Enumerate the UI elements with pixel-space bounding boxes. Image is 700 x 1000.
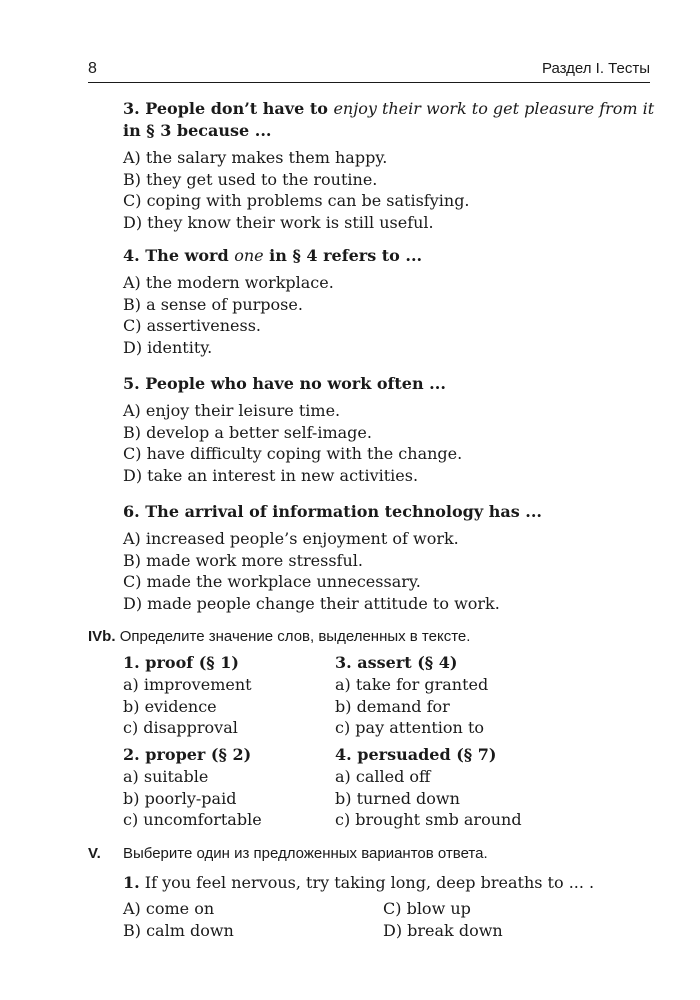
- options-row: [123, 898, 663, 920]
- option-b: B) develop a better self-image.: [123, 422, 372, 442]
- option-b: B) a sense of purpose.: [123, 294, 303, 314]
- option-a: A) the salary makes them happy.: [123, 148, 388, 167]
- vocab-option-b: b) poorly-paid: [123, 788, 237, 808]
- option-a: A) come on: [123, 899, 215, 918]
- vocab-head: 3. assert (§ 4): [335, 653, 458, 672]
- option-c: C) made the workplace unnecessary.: [123, 572, 421, 591]
- section-v-options: [123, 898, 663, 942]
- option-d: D) they know their work is still useful.: [123, 212, 434, 232]
- question-title: 4. The word one in § 4 refers to ...: [123, 246, 423, 265]
- question-6: [123, 501, 663, 614]
- question-title: 5. People who have no work often ...: [123, 374, 446, 393]
- vocab-option-b: b) demand for: [335, 696, 450, 716]
- question-text: 1. If you feel nervous, try taking long, deep breaths to ... .: [123, 873, 595, 892]
- vocab-head: 2. proper (§ 2): [123, 745, 252, 764]
- section-ivb-heading: [88, 628, 470, 645]
- option-b: B) they get used to the routine.: [123, 169, 378, 189]
- option-c: C) assertiveness.: [123, 316, 261, 335]
- vocab-head: 4. persuaded (§ 7): [335, 745, 497, 764]
- option-d: D) identity.: [123, 337, 213, 357]
- vocab-item-4: [335, 744, 522, 831]
- header-rule: [88, 82, 650, 83]
- section-title: Раздел I. Тесты: [541, 60, 650, 77]
- question-title: 6. The arrival of information technology has ...: [123, 502, 542, 521]
- vocab-option-a: a) called off: [335, 767, 431, 786]
- question-title: 3. People don’t have to enjoy their work to get pleasure from it in § 3 because ...: [123, 99, 655, 140]
- section-v-instruction: Выберите один из предложенных вариантов ответа.: [123, 845, 488, 862]
- section-ivb-label: IVb.: [88, 628, 116, 645]
- option-a: A) enjoy their leisure time.: [123, 401, 341, 420]
- page-header: [88, 60, 650, 84]
- vocab-option-a: a) improvement: [123, 675, 252, 694]
- vocab-option-c: c) disapproval: [123, 718, 238, 737]
- option-d: D) made people change their attitude to work.: [123, 593, 500, 613]
- vocab-option-a: a) suitable: [123, 767, 209, 786]
- vocab-head: 1. proof (§ 1): [123, 653, 239, 672]
- section-ivb-instruction: Определите значение слов, выделенных в тексте.: [119, 628, 471, 645]
- question-4: [123, 245, 663, 358]
- vocab-option-b: b) turned down: [335, 788, 460, 808]
- option-c: C) coping with problems can be satisfying.: [123, 191, 470, 210]
- option-a: A) the modern workplace.: [123, 273, 334, 292]
- option-b: B) calm down: [123, 921, 234, 940]
- vocab-item-3: [335, 652, 488, 739]
- vocab-item-1: [123, 652, 252, 739]
- option-a: A) increased people’s enjoyment of work.: [123, 529, 459, 548]
- vocab-item-2: [123, 744, 262, 831]
- option-c: C) blow up: [383, 899, 471, 918]
- question-3: [123, 98, 663, 233]
- vocab-option-a: a) take for granted: [335, 675, 489, 694]
- page-number: 8: [88, 60, 97, 77]
- vocab-option-c: c) uncomfortable: [123, 810, 262, 829]
- section-v-label: V.: [88, 845, 101, 862]
- option-b: B) made work more stressful.: [123, 550, 363, 570]
- section-v-question-1: [123, 872, 663, 894]
- option-c: C) have difficulty coping with the change.: [123, 444, 463, 463]
- question-5: [123, 373, 663, 486]
- vocab-option-c: c) pay attention to: [335, 718, 484, 737]
- section-v-heading: [88, 845, 648, 862]
- vocab-option-b: b) evidence: [123, 696, 217, 716]
- option-d: D) break down: [383, 921, 503, 940]
- options-row: [123, 920, 663, 942]
- option-d: D) take an interest in new activities.: [123, 465, 419, 485]
- vocab-option-c: c) brought smb around: [335, 810, 522, 829]
